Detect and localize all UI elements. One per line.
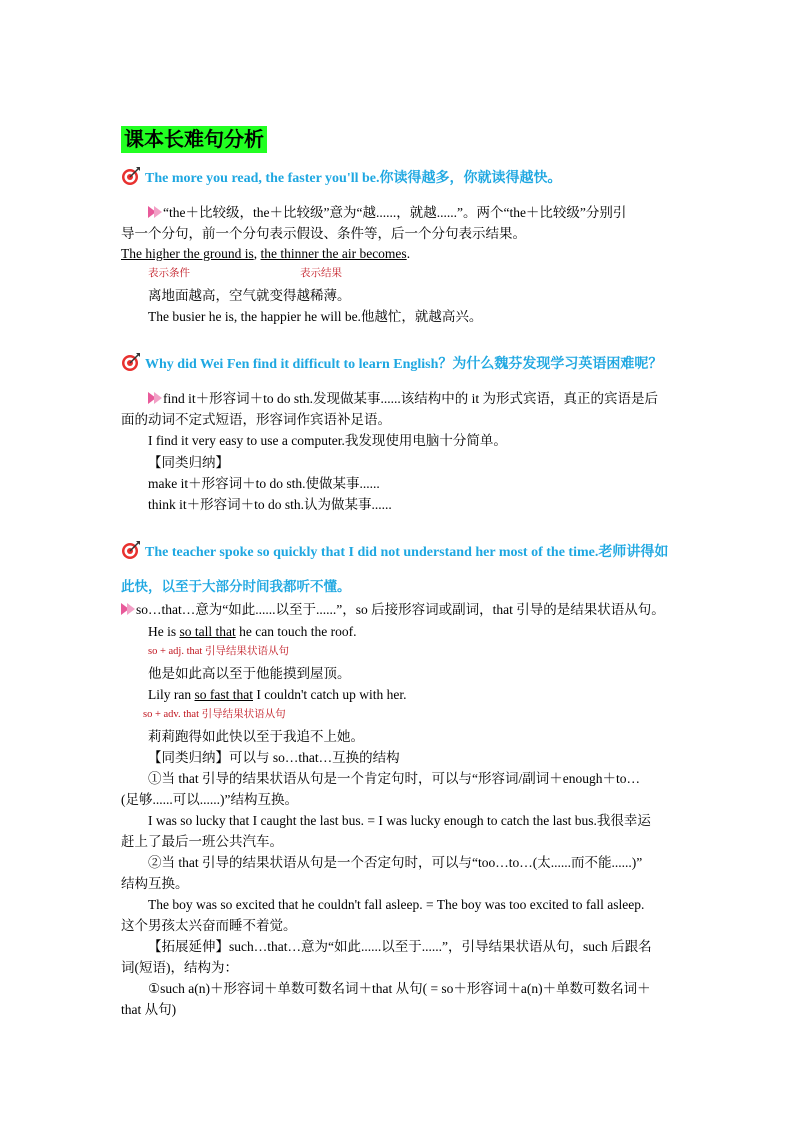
list-item: make it＋形容词＋to do sth.使做某事......: [148, 476, 380, 491]
formula-line: that 从句): [121, 1002, 177, 1017]
example-sentence: I find it very easy to use a computer.我发现使用电脑十分简单。: [148, 433, 507, 448]
sentence-heading-3: The teacher spoke so quickly that I did not understand her most of the time.老师讲得如: [121, 540, 668, 563]
example-sentence: He is so tall that he can touch the roof.: [148, 624, 357, 639]
annotation-condition: 表示条件: [148, 268, 190, 279]
paragraph-line: find it＋形容词＋to do sth.发现做某事......该结构中的 it 为形式宾语，真正的宾语是后: [148, 389, 658, 409]
paragraph-line: 导一个分句，前一个分句表示假设、条件等，后一个分句表示结果。: [121, 226, 526, 241]
example-sentence: 赶上了最后一班公共汽车。: [121, 834, 283, 849]
translation: 这个男孩太兴奋而睡不着觉。: [121, 918, 297, 933]
translation: 他是如此高以至于他能摸到屋顶。: [148, 666, 351, 681]
paragraph-line: so…that…意为“如此......以至于......”，so 后接形容词或副词，that 引导的是结果状语从句。: [121, 600, 665, 620]
annotation-result: 表示结果: [300, 268, 342, 279]
paragraph-line: “the＋比较级，the＋比较级”意为“越......，就越......”。两个“the＋比较级”分别引: [148, 203, 626, 223]
example-sentence: The boy was so excited that he couldn't fall asleep. = The boy was too excited to fall asleep.: [148, 897, 645, 912]
sentence-heading-2: Why did Wei Fen find it difficult to learn English？为什么魏芬发现学习英语困难呢？: [121, 352, 662, 375]
section-label: 【同类归纳】: [148, 455, 229, 470]
example-sentence: The higher the ground is, the thinner the air becomes.: [121, 246, 411, 261]
target-icon: [121, 166, 141, 186]
rule-line: ①当 that 引导的结果状语从句是一个肯定句时，可以与“形容词/副词＋enough＋to…: [148, 771, 640, 786]
extension-line: 词(短语)，结构为：: [121, 960, 238, 975]
example-sentence: I was so lucky that I caught the last bus. = I was lucky enough to catch the last bus.我很幸运: [148, 813, 651, 828]
arrow-icon: [148, 206, 163, 218]
arrow-icon: [148, 392, 163, 404]
page-title: 课本长难句分析: [121, 126, 267, 153]
annotation: so + adv. that 引导结果状语从句: [143, 709, 286, 720]
formula-line: ①such a(n)＋形容词＋单数可数名词＋that 从句( = so＋形容词＋a(n)＋单数可数名词＋: [148, 981, 651, 996]
arrow-icon: [121, 603, 136, 615]
extension-line: 【拓展延伸】such…that…意为“如此......以至于......”，引导结果状语从句，such 后跟名: [148, 939, 652, 954]
section-label: 【同类归纳】可以与 so…that…互换的结构: [148, 750, 400, 765]
translation: 莉莉跑得如此快以至于我追不上她。: [148, 729, 364, 744]
target-icon: [121, 352, 141, 372]
rule-line: ②当 that 引导的结果状语从句是一个否定句时，可以与“too…to…(太......而不能......)”: [148, 855, 643, 870]
rule-line: 结构互换。: [121, 876, 189, 891]
list-item: think it＋形容词＋to do sth.认为做某事......: [148, 497, 392, 512]
paragraph-line: 面的动词不定式短语，形容词作宾语补足语。: [121, 412, 391, 427]
rule-line: (足够......可以......)”结构互换。: [121, 792, 298, 807]
example-sentence: The busier he is, the happier he will be.他越忙，就越高兴。: [148, 309, 483, 324]
translation: 离地面越高，空气就变得越稀薄。: [148, 288, 351, 303]
sentence-heading-1: The more you read, the faster you'll be.你读得越多，你就读得越快。: [121, 166, 562, 189]
sentence-heading-3-cont: 此快，以至于大部分时间我都听不懂。: [121, 579, 351, 595]
target-icon: [121, 540, 141, 560]
example-sentence: Lily ran so fast that I couldn't catch up with her.: [148, 687, 407, 702]
annotation: so + adj. that 引导结果状语从句: [148, 646, 289, 657]
